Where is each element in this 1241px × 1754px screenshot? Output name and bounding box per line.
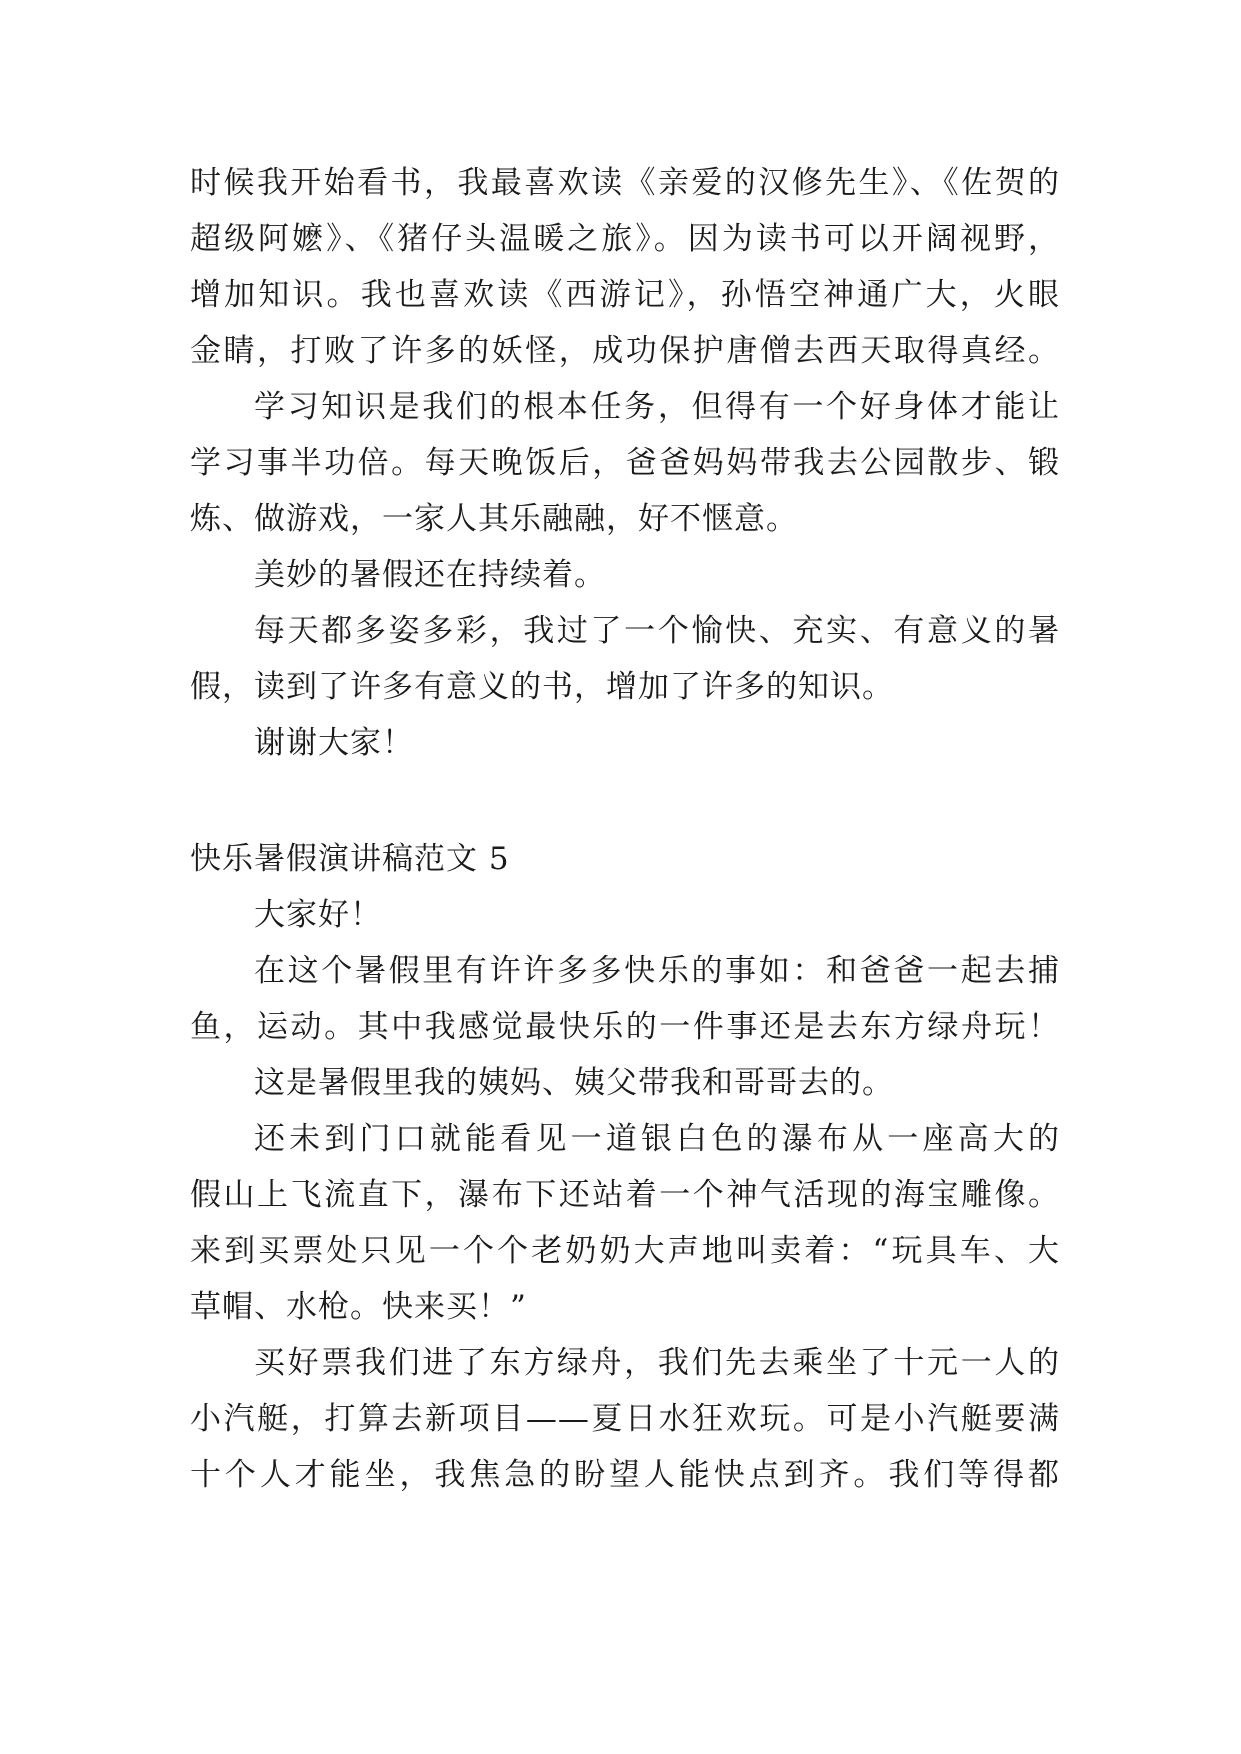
document-body [190,155,1060,1503]
text-line: 超级阿嬷》、《猪仔头温暖之旅》。因为读书可以开阔视野， [190,221,1060,257]
section-heading: 快乐暑假演讲稿范文 5 [190,841,510,877]
text-line: 假，读到了许多有意义的书，增加了许多的知识。 [190,669,894,705]
paragraph-start: 谢谢大家！ [254,725,414,761]
paragraph-start: 这是暑假里我的姨妈、姨父带我和哥哥去的。 [254,1065,894,1101]
paragraph-start: 还未到门口就能看见一道银白色的瀑布从一座高大的 [254,1121,1060,1157]
text-line: 增加知识。我也喜欢读《西游记》，孙悟空神通广大，火眼 [190,277,1060,313]
text-line: 假山上飞流直下，瀑布下还站着一个神气活现的海宝雕像。 [190,1177,1060,1213]
text-line: 时候我开始看书，我最喜欢读《亲爱的汉修先生》、《佐贺的 [190,165,1060,201]
text-line: 来到买票处只见一个个老奶奶大声地叫卖着：“玩具车、大 [190,1233,1060,1269]
text-line: 小汽艇，打算去新项目——夏日水狂欢玩。可是小汽艇要满 [190,1401,1060,1437]
text-line: 学习事半功倍。每天晚饭后，爸爸妈妈带我去公园散步、锻 [190,445,1060,481]
paragraph-start: 每天都多姿多彩，我过了一个愉快、充实、有意义的暑 [254,613,1060,649]
section-gap [190,771,1060,831]
text-line: 金睛，打败了许多的妖怪，成功保护唐僧去西天取得真经。 [190,333,1060,369]
greeting-line: 大家好！ [254,897,382,933]
text-line: 草帽、水枪。快来买！” [190,1289,527,1325]
paragraph-start: 学习知识是我们的根本任务，但得有一个好身体才能让 [254,389,1060,425]
paragraph-start: 美妙的暑假还在持续着。 [254,557,606,593]
text-line: 鱼，运动。其中我感觉最快乐的一件事还是去东方绿舟玩！ [190,1009,1060,1045]
text-line: 炼、做游戏，一家人其乐融融，好不惬意。 [190,501,798,537]
paragraph-start: 在这个暑假里有许许多多快乐的事如：和爸爸一起去捕 [254,953,1060,989]
paragraph-start: 买好票我们进了东方绿舟，我们先去乘坐了十元一人的 [254,1345,1060,1381]
text-line: 十个人才能坐，我焦急的盼望人能快点到齐。我们等得都 [190,1457,1060,1493]
